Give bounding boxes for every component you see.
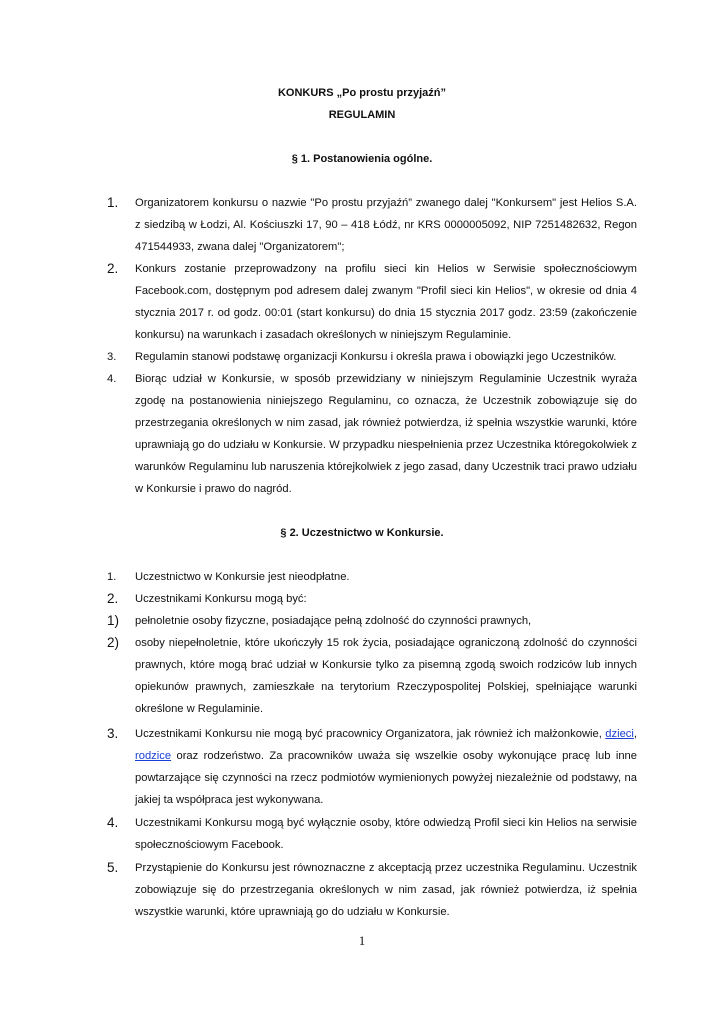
item-number: 4. <box>107 815 119 830</box>
section-1-item-2 <box>107 258 637 346</box>
item-text-start: Uczestnikami Konkursu nie mogą być pracownicy Organizatora, jak również ich małżonkowie, <box>135 728 606 740</box>
link-dzieci[interactable]: dzieci <box>605 728 634 740</box>
item-text: Przystąpienie do Konkursu jest równoznaczne z akceptacją przez uczestnika Regulaminu. Uczestnik zobowiązuje się do przestrzegania określonych w nim zasad, jak również potwierdza, iż spełnia wszystkie warunki, które uprawniają go do udziału w Konkursie. <box>135 862 637 918</box>
section-1-heading: § 1. Postanowienia ogólne. <box>291 153 433 165</box>
item-text <box>135 723 637 811</box>
page-number: 1 <box>358 933 366 948</box>
document-subtitle: REGULAMIN <box>328 109 396 121</box>
link-separator: , <box>633 728 637 740</box>
section-1-item-3 <box>107 346 637 368</box>
link-rodzice[interactable]: rodzice <box>135 750 172 762</box>
item-number: 1. <box>107 195 119 210</box>
item-text: Organizatorem konkursu o nazwie "Po prostu przyjaźń” zwanego dalej "Konkursem" jest Helios S.A. z siedzibą w Łodzi, Al. Kościuszki 17, 90 – 418 Łódź, nr KRS 0000005092, NIP 7251482632, Regon 471544933, zwana dalej "Organizatorem"; <box>135 197 637 253</box>
item-text-end: oraz rodzeństwo. Za pracowników uważa się wszelkie osoby wykonujące pracę lub inne powtarzające się czynności na rzecz podmiotów wymienionych powyżej niezależnie od podstawy, na jakiej ta współpraca jest wykonywana. <box>135 750 637 806</box>
item-text: osoby niepełnoletnie, które ukończyły 15 rok życia, posiadające ograniczoną zdolność do czynności prawnych, które mogą brać udział w Konkursie tylko za pisemną zgodą swoich rodziców lub innych opiekunów prawnych, zamieszkałe na terytorium Rzeczypospolitej Polskiej, spełniające warunki określone w Regulaminie. <box>135 637 637 715</box>
item-number: 4. <box>107 373 117 385</box>
section-1-item-1 <box>107 192 637 258</box>
item-text: Uczestnictwo w Konkursie jest nieodpłatne. <box>135 571 350 583</box>
item-text: Uczestnikami Konkursu mogą być wyłącznie osoby, które odwiedzą Profil sieci kin Helios na serwisie społecznościowym Facebook. <box>135 817 637 851</box>
section-2-subitem-2 <box>107 632 637 720</box>
item-text: pełnoletnie osoby fizyczne, posiadające pełną zdolność do czynności prawnych, <box>135 615 532 627</box>
item-number: 3. <box>107 726 119 741</box>
item-text: Konkurs zostanie przeprowadzony na profilu sieci kin Helios w Serwisie społecznościowym Facebook.com, dostępnym pod adresem dalej zwanym "Profil sieci kin Helios", w okresie od dnia 4 stycznia 2017 r. od godz. 00:01 (start konkursu) do dnia 15 stycznia 2017 godz. 23:59 (zakończenie konkursu) na warunkach i zasadach określonych w niniejszym Regulaminie. <box>135 263 637 341</box>
section-2-item-1 <box>107 566 637 588</box>
item-number: 5. <box>107 860 119 875</box>
section-2-item-5 <box>107 857 637 923</box>
item-number: 2. <box>107 591 119 606</box>
item-number: 2. <box>107 261 119 276</box>
item-number: 1) <box>107 613 120 628</box>
item-number: 1. <box>107 571 117 583</box>
section-1-item-4 <box>107 368 637 500</box>
item-number: 3. <box>107 351 117 363</box>
item-text: Regulamin stanowi podstawę organizacji Konkursu i określa prawa i obowiązki jego Uczestników. <box>135 351 617 363</box>
item-number: 2) <box>107 635 120 650</box>
section-2-subitem-1 <box>107 610 637 632</box>
section-2-item-2 <box>107 588 637 610</box>
item-text: Biorąc udział w Konkursie, w sposób przewidziany w niniejszym Regulaminie Uczestnik wyraża zgodę na postanowienia niniejszego Regulaminu, co oznacza, że Uczestnik zobowiązuje się do przestrzegania określonych w nim zasad, jak również potwierdza, iż spełnia wszystkie warunki, które uprawniają go do udziału w Konkursie. W przypadku niespełnienia przez Uczestnika któregokolwiek z warunków Regulaminu lub naruszenia którejkolwiek z jego zasad, dany Uczestnik traci prawo udziału w Konkursie i prawo do nagród. <box>135 373 637 495</box>
document-title: KONKURS „Po prostu przyjaźń” <box>277 87 447 99</box>
section-2-heading: § 2. Uczestnictwo w Konkursie. <box>280 527 444 539</box>
item-text: Uczestnikami Konkursu mogą być: <box>135 593 307 605</box>
section-2-item-3 <box>107 723 637 811</box>
section-2-item-4 <box>107 812 637 856</box>
